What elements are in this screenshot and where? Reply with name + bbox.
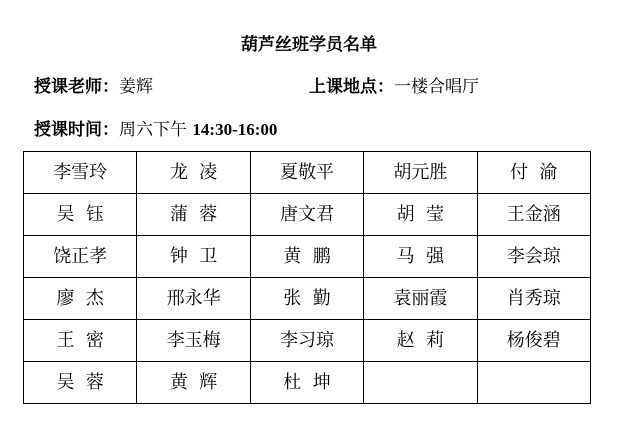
time-day: 周六下午 (119, 120, 187, 140)
empty-cell (477, 362, 590, 404)
location-value: 一楼合唱厅 (394, 77, 479, 97)
student-name-cell: 王 密 (24, 320, 137, 362)
student-name-cell: 胡 莹 (364, 194, 477, 236)
table-row (24, 278, 591, 320)
student-name-cell: 蒲 蓉 (137, 194, 250, 236)
student-name-cell: 吴 钰 (24, 194, 137, 236)
table-row (24, 194, 591, 236)
location-label: 上课地点： (309, 77, 394, 97)
student-name-cell: 黄 辉 (137, 362, 250, 404)
student-name-cell: 李雪玲 (24, 152, 137, 194)
time-line (34, 119, 277, 141)
student-name-cell: 吴 蓉 (24, 362, 137, 404)
location-line (309, 76, 479, 98)
student-name-cell: 邢永华 (137, 278, 250, 320)
student-name-cell: 杨俊碧 (477, 320, 590, 362)
student-name-cell: 胡元胜 (364, 152, 477, 194)
student-name-cell: 袁丽霞 (364, 278, 477, 320)
student-name-cell: 廖 杰 (24, 278, 137, 320)
student-name-cell: 李习琼 (250, 320, 363, 362)
student-name-cell: 黄 鹏 (250, 236, 363, 278)
empty-cell (364, 362, 477, 404)
student-name-cell: 唐文君 (250, 194, 363, 236)
student-name-cell: 钟 卫 (137, 236, 250, 278)
student-name-cell: 杜 坤 (250, 362, 363, 404)
student-name-cell: 饶正孝 (24, 236, 137, 278)
student-name-cell: 张 勤 (250, 278, 363, 320)
table-row (24, 362, 591, 404)
table-row (24, 320, 591, 362)
student-name-cell: 龙 凌 (137, 152, 250, 194)
student-name-cell: 夏敬平 (250, 152, 363, 194)
student-name-cell: 马 强 (364, 236, 477, 278)
teacher-label: 授课老师： (34, 77, 119, 97)
student-name-cell: 李会琼 (477, 236, 590, 278)
table-row (24, 236, 591, 278)
student-roster-table (23, 151, 591, 404)
student-name-cell: 赵 莉 (364, 320, 477, 362)
document-title: 葫芦丝班学员名单 (241, 35, 377, 55)
student-name-cell: 李玉梅 (137, 320, 250, 362)
time-label: 授课时间： (34, 120, 119, 140)
teacher-name: 姜辉 (119, 77, 153, 97)
student-name-cell: 王金涵 (477, 194, 590, 236)
student-name-cell: 付 渝 (477, 152, 590, 194)
teacher-line (34, 76, 153, 98)
student-name-cell: 肖秀琼 (477, 278, 590, 320)
time-hours: 14:30-16:00 (192, 120, 278, 139)
table-row (24, 152, 591, 194)
